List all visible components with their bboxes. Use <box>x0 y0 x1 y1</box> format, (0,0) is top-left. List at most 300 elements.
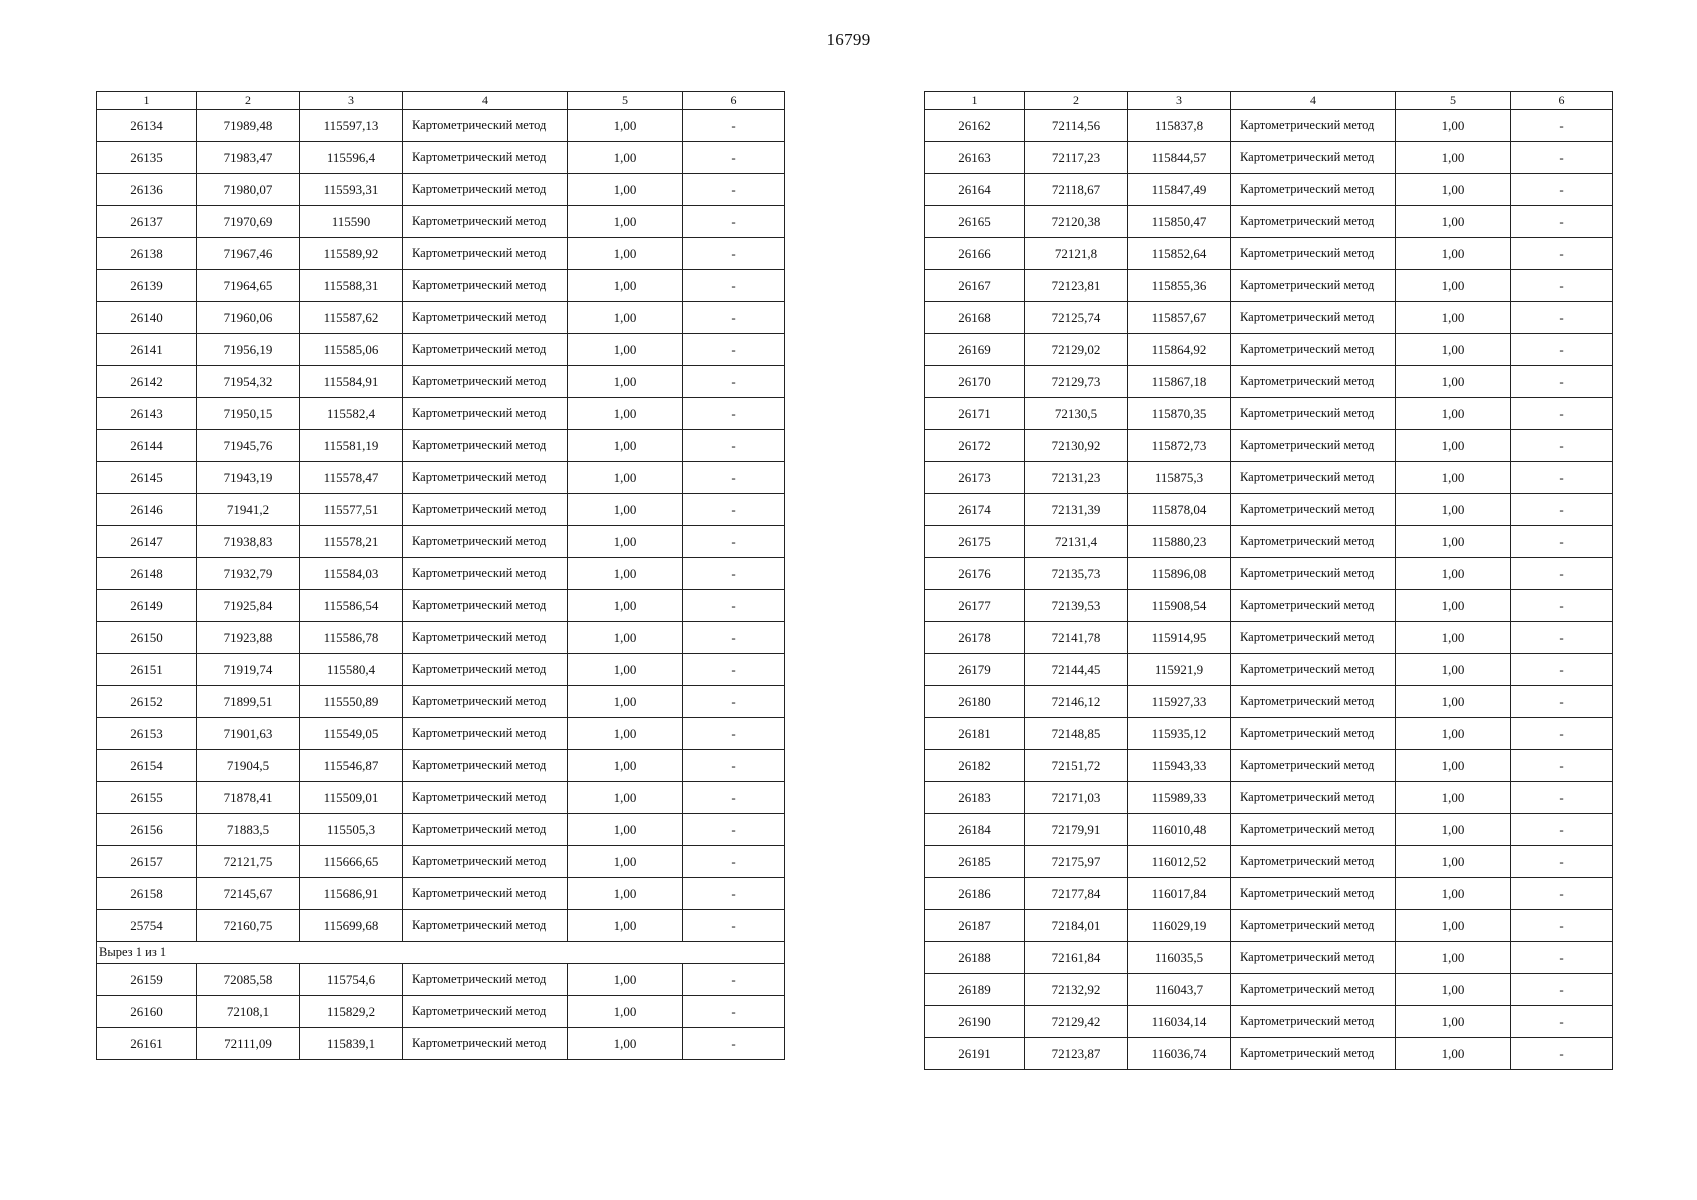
cell-accuracy: 1,00 <box>1396 1006 1511 1038</box>
cell-description: - <box>683 302 785 334</box>
table-row <box>925 558 1613 590</box>
cell-point-number: 26167 <box>925 270 1025 302</box>
table-row <box>925 270 1613 302</box>
cell-x-coordinate: 71925,84 <box>197 590 300 622</box>
table-row <box>97 846 785 878</box>
cell-point-number: 26178 <box>925 622 1025 654</box>
cell-method: Картометрический метод <box>1231 590 1396 622</box>
cell-x-coordinate: 71932,79 <box>197 558 300 590</box>
table-row <box>97 526 785 558</box>
cell-x-coordinate: 72135,73 <box>1025 558 1128 590</box>
cell-point-number: 26183 <box>925 782 1025 814</box>
cell-y-coordinate: 116036,74 <box>1128 1038 1231 1070</box>
cell-point-number: 26164 <box>925 174 1025 206</box>
cell-y-coordinate: 115585,06 <box>300 334 403 366</box>
coordinates-table-left <box>96 91 785 1060</box>
table-row <box>925 174 1613 206</box>
cell-y-coordinate: 116034,14 <box>1128 1006 1231 1038</box>
cell-description: - <box>683 910 785 942</box>
table-row <box>925 430 1613 462</box>
page-number: 16799 <box>826 30 871 49</box>
cell-point-number: 26159 <box>97 964 197 996</box>
cell-x-coordinate: 72160,75 <box>197 910 300 942</box>
cell-point-number: 26152 <box>97 686 197 718</box>
cell-x-coordinate: 71945,76 <box>197 430 300 462</box>
table-body <box>97 964 785 1060</box>
column-header-4: 4 <box>403 92 568 110</box>
cell-point-number: 26189 <box>925 974 1025 1006</box>
table-row <box>925 526 1613 558</box>
cell-y-coordinate: 115584,91 <box>300 366 403 398</box>
cell-x-coordinate: 71938,83 <box>197 526 300 558</box>
cell-method: Картометрический метод <box>403 302 568 334</box>
table-row <box>925 686 1613 718</box>
cell-description: - <box>1511 718 1613 750</box>
cell-accuracy: 1,00 <box>568 206 683 238</box>
cell-point-number: 26155 <box>97 782 197 814</box>
cell-x-coordinate: 71883,5 <box>197 814 300 846</box>
cell-method: Картометрический метод <box>403 494 568 526</box>
table-row <box>97 996 785 1028</box>
cell-description: - <box>1511 142 1613 174</box>
cell-accuracy: 1,00 <box>1396 430 1511 462</box>
cell-description: - <box>683 814 785 846</box>
cell-method: Картометрический метод <box>403 366 568 398</box>
section-row <box>97 942 785 964</box>
cell-y-coordinate: 115921,9 <box>1128 654 1231 686</box>
cell-method: Картометрический метод <box>1231 110 1396 142</box>
cell-description: - <box>1511 110 1613 142</box>
cell-accuracy: 1,00 <box>568 398 683 430</box>
cell-point-number: 26177 <box>925 590 1025 622</box>
cell-description: - <box>683 462 785 494</box>
cell-y-coordinate: 115867,18 <box>1128 366 1231 398</box>
cell-method: Картометрический метод <box>403 462 568 494</box>
cell-accuracy: 1,00 <box>568 878 683 910</box>
cell-description: - <box>683 174 785 206</box>
cell-x-coordinate: 72129,02 <box>1025 334 1128 366</box>
cell-accuracy: 1,00 <box>1396 142 1511 174</box>
cell-x-coordinate: 71967,46 <box>197 238 300 270</box>
cell-description: - <box>1511 462 1613 494</box>
cell-y-coordinate: 115864,92 <box>1128 334 1231 366</box>
cell-point-number: 26172 <box>925 430 1025 462</box>
cell-description: - <box>1511 302 1613 334</box>
cell-accuracy: 1,00 <box>1396 590 1511 622</box>
cell-x-coordinate: 71919,74 <box>197 654 300 686</box>
cell-method: Картометрический метод <box>1231 398 1396 430</box>
cell-y-coordinate: 115590 <box>300 206 403 238</box>
cell-point-number: 26139 <box>97 270 197 302</box>
cell-method: Картометрический метод <box>403 996 568 1028</box>
table-row <box>925 878 1613 910</box>
cell-y-coordinate: 115927,33 <box>1128 686 1231 718</box>
cell-description: - <box>1511 526 1613 558</box>
cell-point-number: 26188 <box>925 942 1025 974</box>
cell-accuracy: 1,00 <box>568 622 683 654</box>
cell-point-number: 26165 <box>925 206 1025 238</box>
cell-accuracy: 1,00 <box>568 174 683 206</box>
cell-method: Картометрический метод <box>1231 718 1396 750</box>
cell-point-number: 26161 <box>97 1028 197 1060</box>
cell-point-number: 26175 <box>925 526 1025 558</box>
cell-point-number: 26168 <box>925 302 1025 334</box>
cell-y-coordinate: 116043,7 <box>1128 974 1231 1006</box>
cell-x-coordinate: 72129,42 <box>1025 1006 1128 1038</box>
cell-y-coordinate: 115578,47 <box>300 462 403 494</box>
cell-accuracy: 1,00 <box>568 814 683 846</box>
cell-y-coordinate: 115935,12 <box>1128 718 1231 750</box>
table-row <box>97 398 785 430</box>
cell-accuracy: 1,00 <box>568 654 683 686</box>
cell-point-number: 26147 <box>97 526 197 558</box>
cell-y-coordinate: 115989,33 <box>1128 782 1231 814</box>
cell-method: Картометрический метод <box>1231 878 1396 910</box>
table-row <box>97 814 785 846</box>
cell-x-coordinate: 72129,73 <box>1025 366 1128 398</box>
cell-x-coordinate: 71980,07 <box>197 174 300 206</box>
cell-y-coordinate: 115509,01 <box>300 782 403 814</box>
cell-accuracy: 1,00 <box>568 558 683 590</box>
column-header-1: 1 <box>97 92 197 110</box>
cell-accuracy: 1,00 <box>1396 270 1511 302</box>
cell-point-number: 26180 <box>925 686 1025 718</box>
cell-point-number: 26187 <box>925 910 1025 942</box>
cell-x-coordinate: 72144,45 <box>1025 654 1128 686</box>
cell-accuracy: 1,00 <box>1396 366 1511 398</box>
cell-description: - <box>683 142 785 174</box>
cell-y-coordinate: 115908,54 <box>1128 590 1231 622</box>
cell-accuracy: 1,00 <box>1396 110 1511 142</box>
table-row <box>925 1038 1613 1070</box>
cell-method: Картометрический метод <box>403 750 568 782</box>
cell-method: Картометрический метод <box>403 238 568 270</box>
cell-accuracy: 1,00 <box>1396 398 1511 430</box>
cell-x-coordinate: 71904,5 <box>197 750 300 782</box>
cell-method: Картометрический метод <box>1231 910 1396 942</box>
cell-method: Картометрический метод <box>1231 654 1396 686</box>
cell-x-coordinate: 72131,23 <box>1025 462 1128 494</box>
cell-description: - <box>683 718 785 750</box>
cell-description: - <box>683 686 785 718</box>
cell-description: - <box>683 494 785 526</box>
cell-y-coordinate: 115837,8 <box>1128 110 1231 142</box>
table-row <box>97 110 785 142</box>
cell-description: - <box>1511 1038 1613 1070</box>
cell-accuracy: 1,00 <box>1396 942 1511 974</box>
cell-x-coordinate: 71954,32 <box>197 366 300 398</box>
cell-accuracy: 1,00 <box>568 964 683 996</box>
table-row <box>925 110 1613 142</box>
cell-description: - <box>1511 654 1613 686</box>
cell-accuracy: 1,00 <box>1396 206 1511 238</box>
cell-accuracy: 1,00 <box>568 238 683 270</box>
cell-point-number: 26163 <box>925 142 1025 174</box>
cell-y-coordinate: 115584,03 <box>300 558 403 590</box>
cell-x-coordinate: 72148,85 <box>1025 718 1128 750</box>
cell-description: - <box>683 1028 785 1060</box>
cell-accuracy: 1,00 <box>1396 558 1511 590</box>
cell-x-coordinate: 71941,2 <box>197 494 300 526</box>
cell-point-number: 26181 <box>925 718 1025 750</box>
cell-description: - <box>1511 846 1613 878</box>
table-row <box>97 302 785 334</box>
cell-point-number: 26184 <box>925 814 1025 846</box>
section-label: Вырез 1 из 1 <box>97 942 785 964</box>
cell-x-coordinate: 72146,12 <box>1025 686 1128 718</box>
cell-y-coordinate: 115581,19 <box>300 430 403 462</box>
table-body <box>925 110 1613 1070</box>
cell-method: Картометрический метод <box>1231 270 1396 302</box>
cell-x-coordinate: 72145,67 <box>197 878 300 910</box>
cell-x-coordinate: 72131,4 <box>1025 526 1128 558</box>
cell-method: Картометрический метод <box>1231 1006 1396 1038</box>
table-row <box>925 718 1613 750</box>
cell-method: Картометрический метод <box>403 622 568 654</box>
cell-y-coordinate: 115589,92 <box>300 238 403 270</box>
cell-point-number: 26151 <box>97 654 197 686</box>
table-body <box>97 110 785 942</box>
table-row <box>925 622 1613 654</box>
table-row <box>97 1028 785 1060</box>
cell-point-number: 26141 <box>97 334 197 366</box>
cell-x-coordinate: 71923,88 <box>197 622 300 654</box>
column-header-5: 5 <box>1396 92 1511 110</box>
cell-y-coordinate: 115880,23 <box>1128 526 1231 558</box>
table-row <box>97 964 785 996</box>
cell-description: - <box>683 590 785 622</box>
cell-accuracy: 1,00 <box>568 494 683 526</box>
cell-accuracy: 1,00 <box>1396 526 1511 558</box>
cell-x-coordinate: 72121,75 <box>197 846 300 878</box>
cell-accuracy: 1,00 <box>1396 174 1511 206</box>
cell-y-coordinate: 115829,2 <box>300 996 403 1028</box>
cell-x-coordinate: 71956,19 <box>197 334 300 366</box>
column-header-2: 2 <box>197 92 300 110</box>
cell-y-coordinate: 115593,31 <box>300 174 403 206</box>
cell-y-coordinate: 115850,47 <box>1128 206 1231 238</box>
cell-method: Картометрический метод <box>1231 206 1396 238</box>
coordinates-table-right <box>924 91 1613 1070</box>
cell-x-coordinate: 71983,47 <box>197 142 300 174</box>
table-row <box>925 942 1613 974</box>
column-header-3: 3 <box>300 92 403 110</box>
table-row <box>97 878 785 910</box>
cell-method: Картометрический метод <box>1231 174 1396 206</box>
cell-x-coordinate: 72171,03 <box>1025 782 1128 814</box>
section-row-group <box>97 942 785 964</box>
table-row <box>97 782 785 814</box>
cell-point-number: 26156 <box>97 814 197 846</box>
cell-y-coordinate: 115870,35 <box>1128 398 1231 430</box>
cell-description: - <box>1511 910 1613 942</box>
cell-y-coordinate: 115686,91 <box>300 878 403 910</box>
cell-description: - <box>1511 398 1613 430</box>
cell-point-number: 26174 <box>925 494 1025 526</box>
column-header-1: 1 <box>925 92 1025 110</box>
cell-x-coordinate: 72139,53 <box>1025 590 1128 622</box>
table-row <box>97 654 785 686</box>
table-row <box>97 174 785 206</box>
cell-accuracy: 1,00 <box>568 686 683 718</box>
cell-accuracy: 1,00 <box>1396 302 1511 334</box>
cell-accuracy: 1,00 <box>1396 814 1511 846</box>
cell-point-number: 26182 <box>925 750 1025 782</box>
cell-x-coordinate: 71899,51 <box>197 686 300 718</box>
cell-accuracy: 1,00 <box>568 846 683 878</box>
cell-point-number: 26148 <box>97 558 197 590</box>
cell-method: Картометрический метод <box>1231 494 1396 526</box>
cell-y-coordinate: 116010,48 <box>1128 814 1231 846</box>
cell-description: - <box>1511 206 1613 238</box>
cell-description: - <box>683 846 785 878</box>
cell-y-coordinate: 115896,08 <box>1128 558 1231 590</box>
cell-description: - <box>683 782 785 814</box>
column-header-6: 6 <box>1511 92 1613 110</box>
cell-x-coordinate: 72141,78 <box>1025 622 1128 654</box>
cell-accuracy: 1,00 <box>568 910 683 942</box>
cell-method: Картометрический метод <box>403 718 568 750</box>
cell-method: Картометрический метод <box>403 142 568 174</box>
cell-x-coordinate: 72123,87 <box>1025 1038 1128 1070</box>
cell-accuracy: 1,00 <box>568 270 683 302</box>
cell-x-coordinate: 72120,38 <box>1025 206 1128 238</box>
cell-point-number: 26145 <box>97 462 197 494</box>
column-header-6: 6 <box>683 92 785 110</box>
cell-point-number: 26176 <box>925 558 1025 590</box>
cell-point-number: 26138 <box>97 238 197 270</box>
cell-y-coordinate: 116017,84 <box>1128 878 1231 910</box>
table-row <box>925 366 1613 398</box>
cell-accuracy: 1,00 <box>568 462 683 494</box>
table-row <box>925 910 1613 942</box>
cell-x-coordinate: 71950,15 <box>197 398 300 430</box>
cell-description: - <box>1511 942 1613 974</box>
cell-description: - <box>683 398 785 430</box>
cell-point-number: 26157 <box>97 846 197 878</box>
cell-description: - <box>1511 558 1613 590</box>
cell-description: - <box>683 334 785 366</box>
cell-method: Картометрический метод <box>1231 750 1396 782</box>
cell-accuracy: 1,00 <box>568 334 683 366</box>
table-row <box>97 238 785 270</box>
cell-x-coordinate: 72085,58 <box>197 964 300 996</box>
cell-point-number: 26149 <box>97 590 197 622</box>
cell-accuracy: 1,00 <box>568 142 683 174</box>
table-row <box>925 238 1613 270</box>
cell-description: - <box>683 238 785 270</box>
cell-point-number: 26154 <box>97 750 197 782</box>
cell-description: - <box>1511 750 1613 782</box>
cell-method: Картометрический метод <box>1231 1038 1396 1070</box>
cell-x-coordinate: 71878,41 <box>197 782 300 814</box>
cell-method: Картометрический метод <box>403 270 568 302</box>
cell-method: Картометрический метод <box>1231 782 1396 814</box>
cell-x-coordinate: 72114,56 <box>1025 110 1128 142</box>
cell-accuracy: 1,00 <box>568 718 683 750</box>
table-row <box>97 270 785 302</box>
cell-accuracy: 1,00 <box>1396 1038 1511 1070</box>
cell-method: Картометрический метод <box>1231 142 1396 174</box>
cell-accuracy: 1,00 <box>1396 654 1511 686</box>
table-row <box>97 462 785 494</box>
cell-y-coordinate: 115582,4 <box>300 398 403 430</box>
cell-y-coordinate: 115943,33 <box>1128 750 1231 782</box>
cell-y-coordinate: 115847,49 <box>1128 174 1231 206</box>
table-row <box>925 142 1613 174</box>
cell-x-coordinate: 72111,09 <box>197 1028 300 1060</box>
cell-y-coordinate: 115578,21 <box>300 526 403 558</box>
cell-method: Картометрический метод <box>403 590 568 622</box>
cell-point-number: 26134 <box>97 110 197 142</box>
cell-description: - <box>1511 686 1613 718</box>
cell-method: Картометрический метод <box>403 782 568 814</box>
cell-y-coordinate: 115505,3 <box>300 814 403 846</box>
cell-method: Картометрический метод <box>403 654 568 686</box>
table-row <box>925 590 1613 622</box>
cell-method: Картометрический метод <box>403 174 568 206</box>
cell-y-coordinate: 115754,6 <box>300 964 403 996</box>
cell-accuracy: 1,00 <box>568 526 683 558</box>
table-row <box>97 366 785 398</box>
table-row <box>925 750 1613 782</box>
cell-method: Картометрический метод <box>403 878 568 910</box>
cell-method: Картометрический метод <box>403 964 568 996</box>
cell-x-coordinate: 72131,39 <box>1025 494 1128 526</box>
cell-point-number: 26179 <box>925 654 1025 686</box>
cell-description: - <box>683 622 785 654</box>
column-header-5: 5 <box>568 92 683 110</box>
table-row <box>925 846 1613 878</box>
cell-y-coordinate: 115586,54 <box>300 590 403 622</box>
cell-description: - <box>683 526 785 558</box>
cell-y-coordinate: 115878,04 <box>1128 494 1231 526</box>
cell-accuracy: 1,00 <box>568 430 683 462</box>
cell-point-number: 26191 <box>925 1038 1025 1070</box>
cell-x-coordinate: 72125,74 <box>1025 302 1128 334</box>
table-row <box>97 558 785 590</box>
cell-description: - <box>1511 430 1613 462</box>
cell-point-number: 26158 <box>97 878 197 910</box>
table-row <box>925 206 1613 238</box>
cell-point-number: 26173 <box>925 462 1025 494</box>
cell-y-coordinate: 115872,73 <box>1128 430 1231 462</box>
cell-method: Картометрический метод <box>403 846 568 878</box>
cell-x-coordinate: 72179,91 <box>1025 814 1128 846</box>
cell-method: Картометрический метод <box>403 430 568 462</box>
cell-description: - <box>1511 814 1613 846</box>
cell-accuracy: 1,00 <box>1396 718 1511 750</box>
table-row <box>97 206 785 238</box>
cell-x-coordinate: 71901,63 <box>197 718 300 750</box>
cell-accuracy: 1,00 <box>1396 238 1511 270</box>
table-row <box>97 910 785 942</box>
cell-description: - <box>1511 174 1613 206</box>
cell-y-coordinate: 115588,31 <box>300 270 403 302</box>
cell-accuracy: 1,00 <box>568 302 683 334</box>
cell-y-coordinate: 116029,19 <box>1128 910 1231 942</box>
cell-description: - <box>683 270 785 302</box>
table-header <box>925 92 1613 110</box>
cell-accuracy: 1,00 <box>1396 622 1511 654</box>
table-row <box>925 814 1613 846</box>
cell-method: Картометрический метод <box>1231 686 1396 718</box>
cell-accuracy: 1,00 <box>1396 686 1511 718</box>
cell-accuracy: 1,00 <box>1396 782 1511 814</box>
cell-x-coordinate: 72117,23 <box>1025 142 1128 174</box>
cell-method: Картометрический метод <box>403 206 568 238</box>
cell-y-coordinate: 115546,87 <box>300 750 403 782</box>
